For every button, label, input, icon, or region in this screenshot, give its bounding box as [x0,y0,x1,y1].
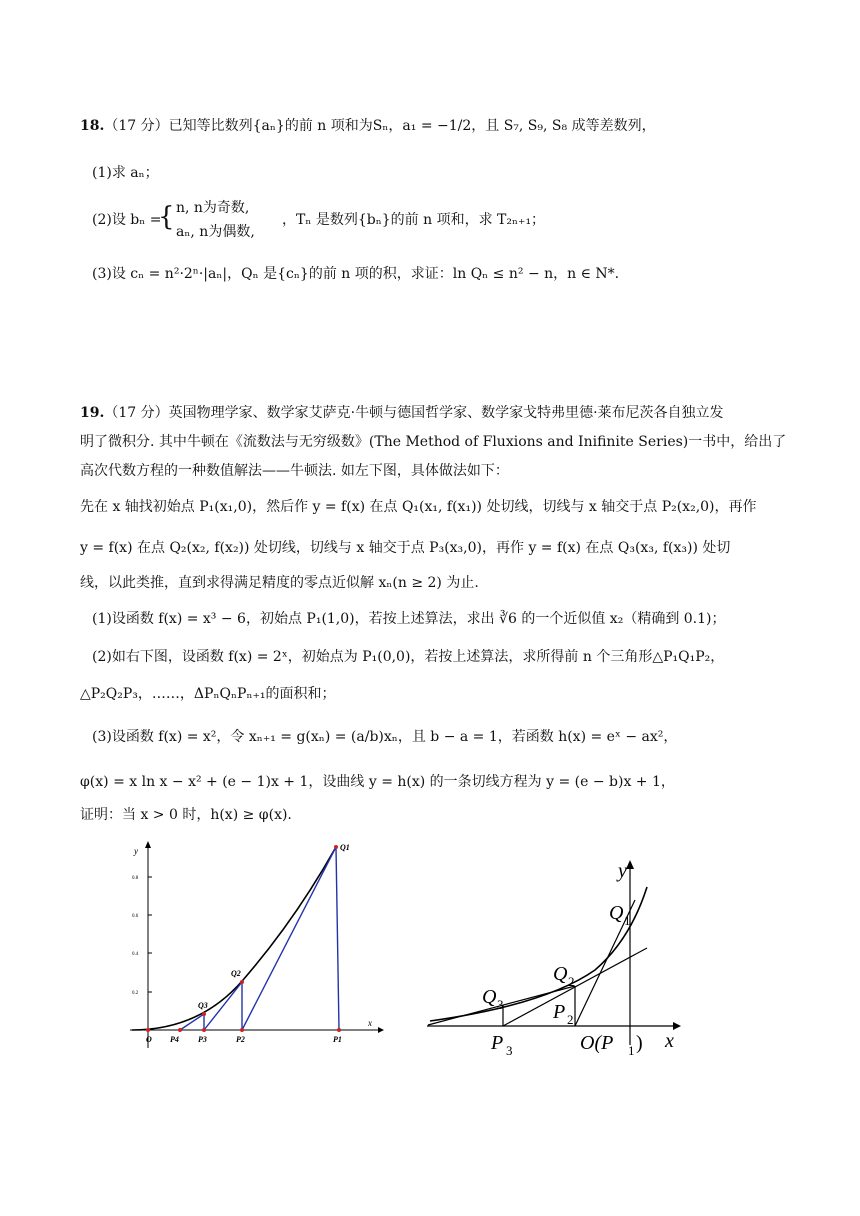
label-p2-sub: 2 [567,1012,574,1027]
q18-part3: (3)设 cₙ = n²·2ⁿ·|aₙ|，Qₙ 是{cₙ}的前 n 项的积，求证：ln Qₙ ≤ n² − n，n ∈ N*. [92,266,620,282]
q19-line2: 明了微积分. 其中牛顿在《流数法与无穷级数》(The Method of Fluxions and Inifinite Series)一书中，给出了 [80,434,787,450]
q18-part1: (1)求 aₙ； [92,165,159,181]
label-q1: Q1 [340,843,350,852]
curve [132,847,336,1030]
vertical-1 [336,847,339,1030]
q18-part2-pre: (2)设 bₙ = [92,212,162,228]
label-p1: P1 [333,1035,342,1044]
label-q3-sub: 3 [497,997,504,1012]
y-label: y [618,860,627,882]
label-q3: Q [482,986,497,1008]
label-p2: P [553,1001,566,1023]
label-p2: P2 [236,1035,245,1044]
label-origin-sub: 1 [628,1043,635,1055]
ytick-02: 0.2 [132,991,139,996]
y-label: y [134,846,138,856]
q19-part2b: △P₂Q₂P₃，……，ΔPₙQₙPₙ₊₁的面积和； [80,686,336,702]
label-q2: Q [553,963,568,985]
x-arrow-icon [378,1027,384,1033]
q19-part1: (1)设函数 f(x) = x³ − 6，初始点 P₁(1,0)，若按上述算法，求出 ∛6 的一个近似值 x₂（精确到 0.1)； [92,611,726,627]
q18-part2-post: ，Tₙ 是数列{bₙ}的前 n 项和，求 T₂ₙ₊₁； [282,212,546,228]
y-arrow-icon [145,841,151,848]
q18-case1: n, n为奇数, [176,200,250,216]
label-q2: Q2 [231,969,241,978]
q19-part3b: φ(x) = x ln x − x² + (e − 1)x + 1，设曲线 y = h(x) 的一条切线方程为 y = (e − b)x + 1， [80,774,675,790]
q19-line3: 高次代数方程的一种数值解法——牛顿法. 如左下图，具体做法如下： [80,463,509,479]
label-q1-sub: 1 [624,913,631,928]
label-q1: Q [609,902,624,924]
newton-method-figure-right [425,855,685,1055]
q18-stem [80,116,656,136]
ytick-06: 0.6 [132,914,139,919]
label-p3-sub: 3 [506,1043,513,1055]
label-origin: O [146,1035,152,1044]
q19-line4: 先在 x 轴找初始点 P₁(x₁,0)，然后作 y = f(x) 在点 Q₁(x₁, f(x₁)) 处切线，切线与 x 轴交于点 P₂(x₂,0)，再作 [80,499,757,515]
newton-method-figure-left [120,840,385,1055]
label-q3: Q3 [198,1001,208,1010]
q19-part3a: (3)设函数 f(x) = x²，令 xₙ₊₁ = g(xₙ) = (a/b)xₙ，且 b − a = 1，若函数 h(x) = eˣ − ax²， [92,729,678,745]
brace-icon: { [158,202,175,232]
q19-line1 [80,403,724,423]
q18-part2 [92,210,161,230]
tangent-1 [242,847,336,1030]
label-origin-close: ) [636,1032,643,1054]
q18-stem-text: （17 分）已知等比数列{aₙ}的前 n 项和为Sₙ，a₁ = −1/2，且 S₇, S₉, S₈ 成等差数列， [104,118,656,134]
q19-part2a: (2)如右下图，设函数 f(x) = 2ˣ，初始点为 P₁(0,0)，若按上述算法，求所得前 n 个三角形△P₁Q₁P₂， [92,649,725,665]
q19-part3c: 证明：当 x > 0 时，h(x) ≥ φ(x). [80,807,292,823]
x-arrow-icon [673,1022,681,1030]
q18-case2: aₙ, n为偶数, [176,224,255,240]
ytick-04: 0.4 [132,952,139,957]
q19-number: 19. [80,405,105,421]
q19-line1-text: （17 分）英国物理学家、数学家艾萨克·牛顿与德国哲学家、数学家戈特弗里德·莱布尼茨各自独立发 [104,405,724,421]
label-origin: O(P [580,1032,614,1054]
y-arrow-icon [626,860,634,869]
label-p3: P [491,1032,504,1054]
q19-line5: y = f(x) 在点 Q₂(x₂, f(x₂)) 处切线，切线与 x 轴交于点 P₃(x₃,0)，再作 y = f(x) 在点 Q₃(x₃, f(x₃)) 处切 [80,540,731,556]
x-label: x [665,1030,674,1052]
ytick-08: 0.8 [132,876,139,881]
label-q2-sub: 2 [568,974,575,989]
q19-line6: 线，以此类推，直到求得满足精度的零点近似解 xₙ(n ≥ 2) 为止. [80,575,479,591]
q18-number: 18. [80,118,105,134]
tangent-2 [204,982,242,1030]
label-p3: P3 [198,1035,207,1044]
x-label: x [368,1018,372,1028]
label-p4: P4 [170,1035,179,1044]
